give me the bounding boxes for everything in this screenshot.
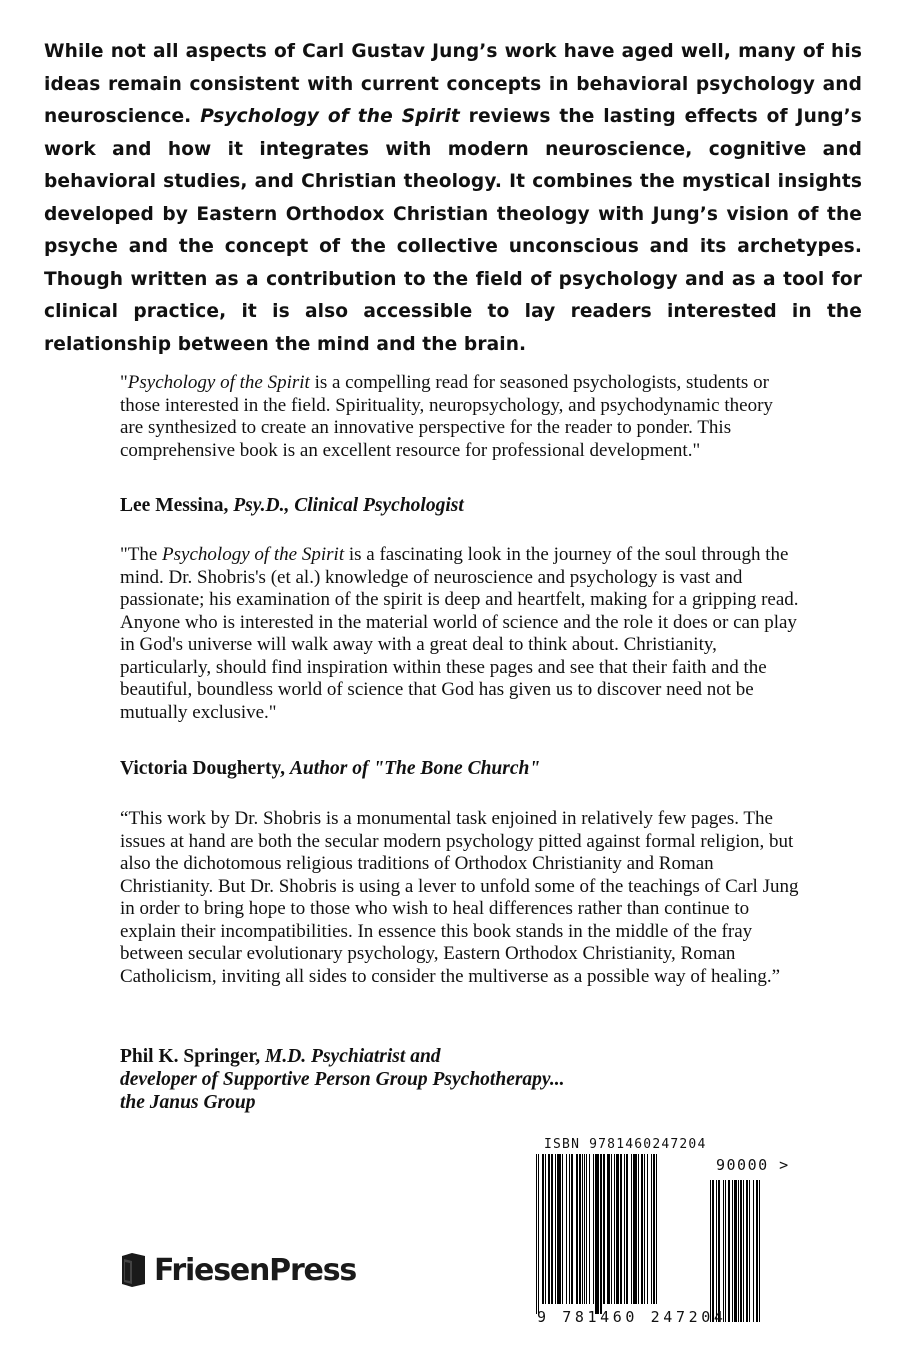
barcode-bar xyxy=(620,1154,622,1304)
review-quote-1 xyxy=(120,372,800,462)
barcode-bar xyxy=(710,1180,711,1322)
barcode-bar xyxy=(614,1154,615,1304)
barcode-bar xyxy=(571,1154,573,1304)
reviewer-name: Lee Messina, xyxy=(120,495,234,516)
quote-text: is a fascinating look in the journey of the soul through the mind. Dr. Shobris's (et al.) knowledge of neuroscience and psychology is vast and passionate; his examination of the spirit is deep and heartfelt, making for a gripping read. Anyone who is interested in the material world of science and the role it does or can play in God's universe will walk away with a great deal to think about. Christianity, particularly, should find inspiration within these pages and see that their faith and the beautiful, boundless world of science that God has given us to discover need not be mutually exclusive." xyxy=(120,544,799,723)
quote-text: is a compelling read for seasoned psychologists, students or those interested in the field. Spirituality, neuropsychology, and psychodynamic theory are synthesized to create an innovative perspective for the reader to ponder. This comprehensive book is an excellent resource for professional development." xyxy=(120,372,773,461)
barcode-bar xyxy=(603,1154,605,1304)
reviewer-role-line-3: the Janus Group xyxy=(120,1092,256,1113)
barcode-bar xyxy=(569,1154,570,1304)
barcode-bar xyxy=(712,1180,714,1322)
quote-book-title: Psychology of the Spirit xyxy=(127,372,310,393)
barcode-bar xyxy=(641,1154,643,1304)
barcode-bar xyxy=(653,1154,655,1304)
barcode-bar xyxy=(633,1154,637,1304)
barcode-bar xyxy=(545,1154,546,1304)
barcode-bar xyxy=(579,1154,581,1304)
barcode-bar xyxy=(626,1154,628,1304)
price-code: 90000 > xyxy=(716,1156,790,1174)
barcode-bar xyxy=(732,1180,733,1322)
quote-book-title: Psychology of the Spirit xyxy=(162,544,345,565)
barcode-bar xyxy=(562,1154,563,1304)
barcode-bar xyxy=(542,1154,544,1304)
review-quote-2 xyxy=(120,544,800,724)
back-cover-blurb xyxy=(44,36,862,361)
book-logo-icon xyxy=(118,1251,148,1289)
barcode-bar xyxy=(548,1154,550,1304)
publisher-name: FriesenPress xyxy=(154,1252,357,1288)
reviewer-role: Psy.D., Clinical Psychologist xyxy=(233,495,464,516)
barcode-bar xyxy=(607,1154,610,1304)
barcode-bar xyxy=(631,1154,632,1304)
barcode-bar xyxy=(746,1180,748,1322)
quote-open: "The xyxy=(120,544,163,565)
barcode-digits: 9 781460 247204 xyxy=(537,1308,727,1326)
isbn-barcode xyxy=(534,1136,804,1334)
barcode-bar xyxy=(753,1180,754,1322)
barcode-bar xyxy=(756,1180,758,1322)
barcode-bar xyxy=(624,1154,625,1304)
barcode-bar xyxy=(638,1154,639,1304)
reviewer-name: Victoria Dougherty, xyxy=(120,758,290,779)
barcode-bar xyxy=(589,1154,590,1304)
barcode-bar xyxy=(738,1180,739,1322)
barcode-bar xyxy=(586,1154,587,1304)
quote-open: " xyxy=(120,372,128,393)
barcode-bar xyxy=(656,1154,657,1304)
quote-text: This work by Dr. Shobris is a monumental task enjoined in relatively few pages. The issues at hand are both the secular modern psychology pitted against formal religion, but also the dichotomous religious traditions of Orthodox Christianity and Roman Christianity. But Dr. Shobris is using a lever to unfold some of the teachings of Carl Jung in order to bring hope to those who wish to heal differences rather than continue to explain their incompatibilities. In essence this book stands in the middle of the fray between secular evolutionary psychology, Eastern Orthodox Christianity, Roman Catholicism, inviting all sides to consider the multiverse as a possible way of healing.” xyxy=(120,808,799,987)
quote-open: “ xyxy=(120,808,129,829)
barcode-bar xyxy=(600,1154,602,1314)
barcode-bar xyxy=(584,1154,585,1304)
reviewer-name: Phil K. Springer, xyxy=(120,1046,266,1067)
review-attribution-2 xyxy=(120,757,820,780)
review-quote-3 xyxy=(120,808,800,988)
blurb-text-start: While not all aspects of Carl Gustav Jung’s work have aged well, many of his ideas remain consistent with current concepts in behavioral psychology and neuroscience. xyxy=(44,41,862,127)
barcode-bar xyxy=(723,1180,724,1322)
barcode-bar xyxy=(749,1180,750,1322)
barcode-bar xyxy=(651,1154,652,1304)
barcode-bar xyxy=(595,1154,599,1314)
reviewer-role: M.D. Psychiatrist and xyxy=(265,1046,441,1067)
reviewer-role-line-2: developer of Supportive Person Group Psychotherapy... xyxy=(120,1069,565,1090)
barcode-bar xyxy=(759,1180,760,1322)
barcode-bar xyxy=(725,1180,726,1322)
barcode-bar xyxy=(593,1154,594,1304)
barcode-bar xyxy=(644,1154,645,1304)
barcode-bar xyxy=(611,1154,612,1304)
barcode-bar xyxy=(576,1154,578,1304)
review-attribution-1 xyxy=(120,494,820,517)
barcode-bar xyxy=(743,1180,744,1322)
reviewer-role: Author of "The Bone Church" xyxy=(289,758,541,779)
barcode-bar xyxy=(647,1154,648,1304)
barcode-main-bars xyxy=(534,1154,700,1330)
barcode-bar xyxy=(718,1180,720,1322)
barcode-bar xyxy=(555,1154,556,1304)
barcode-bar xyxy=(566,1154,567,1304)
barcode-bar xyxy=(536,1154,537,1314)
barcode-bar xyxy=(716,1180,717,1322)
barcode-bar xyxy=(582,1154,583,1304)
publisher-logo xyxy=(118,1248,356,1292)
barcode-bar xyxy=(740,1180,742,1322)
barcode-bar xyxy=(538,1154,539,1314)
barcode-bar xyxy=(551,1154,553,1304)
barcode-bar xyxy=(616,1154,619,1304)
review-attribution-3 xyxy=(120,1045,820,1114)
isbn-label: ISBN 9781460247204 xyxy=(544,1137,707,1152)
barcode-bar xyxy=(734,1180,737,1322)
barcode-bar xyxy=(728,1180,730,1322)
barcode-bar xyxy=(557,1154,561,1304)
blurb-text-end: reviews the lasting effects of Jung’s work and how it integrates with modern neuroscience, cognitive and behavioral studies, and Christian theology. It combines the mystical insights developed by Eastern Orthodox Christian theology with Jung’s vision of the psyche and the concept of the collective unconscious and its archetypes. Though written as a contribution to the field of psychology and as a tool for clinical practice, it is also accessible to lay readers interested in the relationship between the mind and the brain. xyxy=(44,106,862,355)
blurb-book-title: Psychology of the Spirit xyxy=(200,106,460,127)
